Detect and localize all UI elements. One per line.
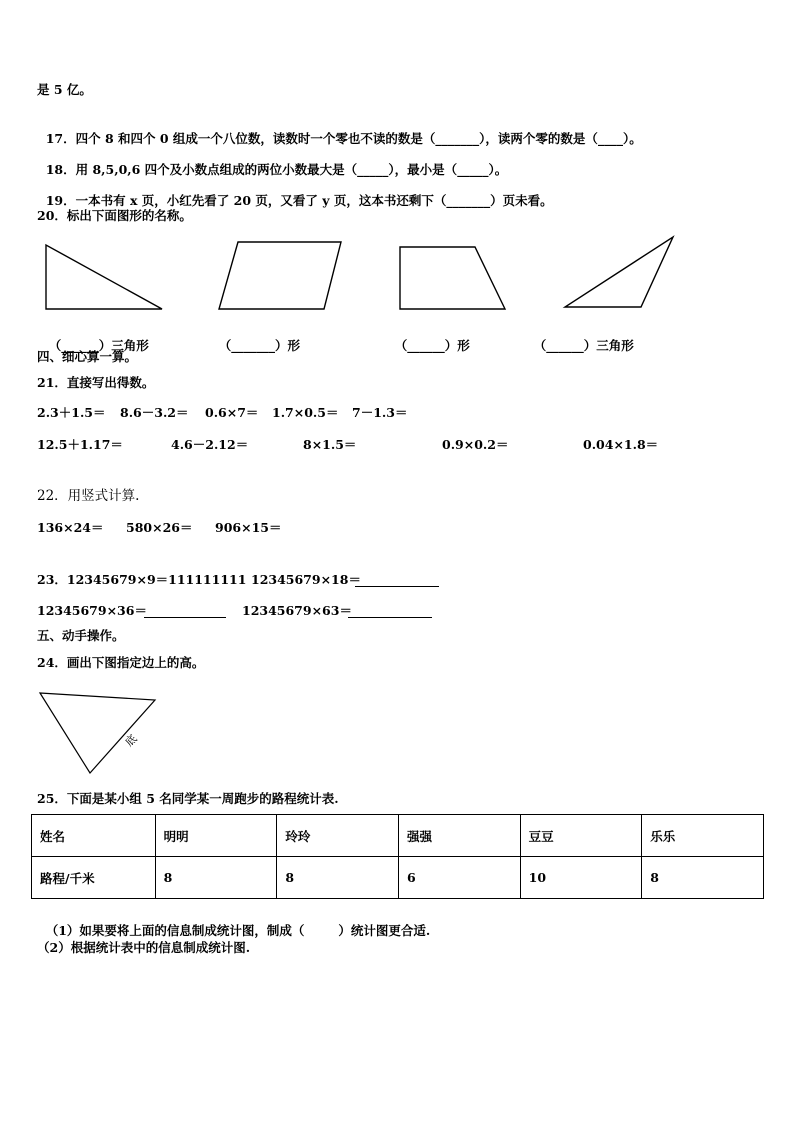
question-21: 21．直接写出得数。 [37,375,155,390]
q18-answer-blank-2[interactable]: _____ [457,162,489,177]
pattern-item-4: 12345679×63＝ [242,603,352,618]
table-cell: 姓名 [32,815,156,857]
table-cell: 8 [277,857,399,899]
table-header-row [32,815,764,857]
q19-text-2: ）页未看。 [490,193,553,208]
table-cell: 豆豆 [520,815,642,857]
label-suffix: ）三角形 [98,338,149,353]
table-cell: 明明 [155,815,277,857]
calc-item: 1.7×0.5＝ [272,405,339,420]
q25-1-text-b: ）统计图更合适. [338,923,431,938]
q18-answer-blank-1[interactable]: _____ [357,162,389,177]
q17-answer-blank-2[interactable]: ____ [597,131,623,146]
table-cell: 强强 [398,815,520,857]
q18-text-2: ），最小是（ [388,162,458,177]
paren-open: （ [48,338,62,353]
running-distance-table [31,814,764,899]
table-cell: 8 [155,857,277,899]
question-25: 25．下面是某小组 5 名同学某一周跑步的路程统计表. [37,791,339,806]
table-cell: 乐乐 [642,815,764,857]
shape-2-answer-blank[interactable]: _______ [231,338,275,353]
paren-open: （ [394,338,408,353]
q18-text-1: 18．用 8,5,0,6 四个及小数点组成的两位小数最大是（ [45,162,358,177]
continued-text: 是 5 亿。 [37,82,92,97]
q18-text-3: ）。 [488,162,508,177]
vertical-calc-item: 580×26＝ [126,520,193,535]
q17-answer-blank-1[interactable]: _______ [435,131,480,146]
calc-item: 0.9×0.2＝ [442,437,509,452]
q19-text-1: 19．一本书有 x 页，小红先看了 20 页，又看了 y 页，这本书还剩下（ [45,193,447,208]
vertical-calc-item: 136×24＝ [37,520,104,535]
q17-text-1: 17．四个 8 和四个 0 组成一个八位数，读数时一个零也不读的数是（ [45,131,436,146]
shape-1-answer-blank[interactable]: ______ [61,338,99,353]
label-suffix: ）形 [274,338,300,353]
table-cell: 6 [398,857,520,899]
shape-3-answer-blank[interactable]: ______ [407,338,445,353]
pattern-item-3: 12345679×36＝ [37,603,147,618]
shape-4-answer-blank[interactable]: ______ [546,338,584,353]
calc-item: 4.6－2.12＝ [171,437,249,452]
q17-text-2: ），读两个零的数是（ [479,131,598,146]
vertical-calc-item: 906×15＝ [215,520,282,535]
section-4-heading: 四、细心算一算。 [37,349,138,364]
question-25-part-2: （2）根据统计表中的信息制成统计图. [37,940,251,955]
pattern-item-1: 23．12345679×9＝111111111 [37,572,247,587]
calc-item: 0.6×7＝ [205,405,259,420]
question-20: 20．标出下面图形的名称。 [37,208,192,223]
q25-1-text-a: （1）如果要将上面的信息制成统计图，制成（ [45,923,305,938]
calc-item: 8.6－3.2＝ [120,405,189,420]
calc-item: 2.3＋1.5＝ [37,405,106,420]
question-22: 22．用竖式计算. [37,488,140,504]
calc-item: 12.5＋1.17＝ [37,437,123,452]
paren-open: （ [218,338,232,353]
table-cell: 玲玲 [277,815,399,857]
pattern-item-2: 12345679×18＝ [251,572,361,587]
table-cell: 8 [642,857,764,899]
question-25-part-1 [37,907,430,939]
table-cell: 10 [520,857,642,899]
base-label: 底 [122,732,140,750]
calc-item: 0.04×1.8＝ [583,437,659,452]
label-suffix: ）三角形 [583,338,634,353]
question-24: 24．画出下图指定边上的高。 [37,655,205,670]
calc-item: 8×1.5＝ [303,437,357,452]
table-row [32,857,764,899]
section-5-heading: 五、动手操作。 [37,628,125,643]
calc-item: 7－1.3＝ [352,405,408,420]
paren-open: （ [533,338,547,353]
q17-text-3: ）。 [622,131,642,146]
label-suffix: ）形 [444,338,470,353]
table-cell: 路程/千米 [32,857,156,899]
q19-answer-blank[interactable]: _______ [446,193,491,208]
